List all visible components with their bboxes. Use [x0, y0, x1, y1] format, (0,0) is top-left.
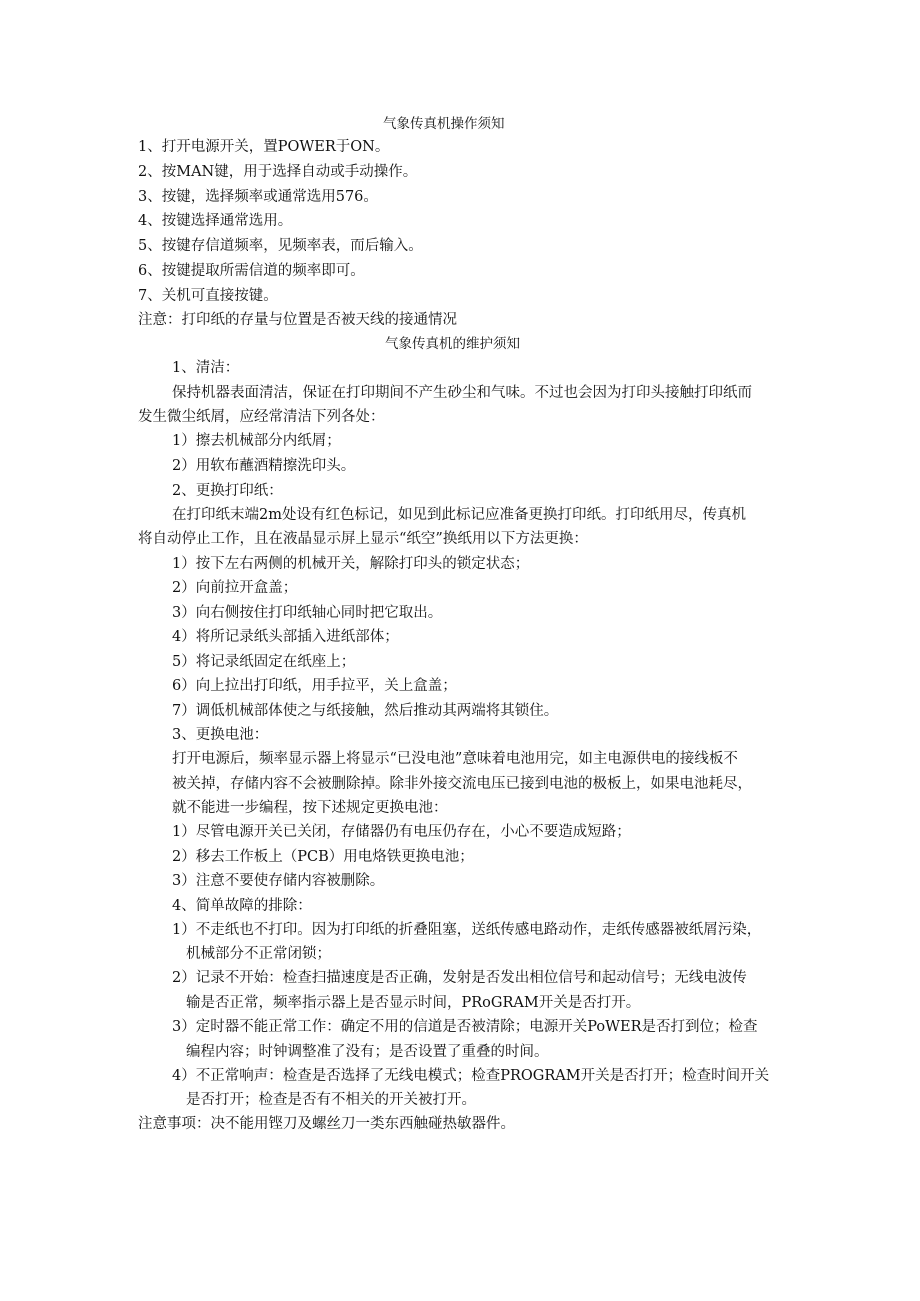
operation-step: 4、按键选择通常选用。 — [138, 213, 293, 229]
maintenance-line: 2、更换打印纸： — [172, 483, 283, 499]
maintenance-line: 2）向前拉开盒盖； — [172, 580, 298, 596]
maintenance-line: 4、简单故障的排除： — [172, 898, 312, 914]
maintenance-line: 4）不正常响声：检查是否选择了无线电模式；检查PROGRAM开关是否打开；检查时间开关 — [172, 1068, 770, 1084]
maintenance-line: 发生微尘纸屑，应经常清洁下列各处： — [138, 409, 385, 425]
maintenance-line: 3）定时器不能正常工作：确定不用的信道是否被清除；电源开关PoWER是否打到位；检查 — [172, 1019, 758, 1035]
maintenance-line: 就不能进一步编程，按下述规定更换电池： — [172, 800, 448, 816]
maintenance-line: 被关掉，存储内容不会被删除掉。除非外接交流电压已接到电池的极板上，如果电池耗尽， — [172, 776, 752, 792]
operation-step: 6、按键提取所需信道的频率即可。 — [138, 263, 365, 279]
maintenance-line: 将自动停止工作，且在液晶显示屏上显示“纸空”换纸用以下方法更换： — [138, 531, 588, 547]
maintenance-line: 在打印纸末端2m处设有红色标记，如见到此标记应准备更换打印纸。打印纸用尽，传真机 — [172, 507, 746, 523]
maintenance-line: 是否打开；检查是否有不相关的开关被打开。 — [186, 1092, 476, 1108]
maintenance-line: 7）调低机械部体使之与纸接触，然后推动其两端将其锁住。 — [172, 703, 559, 719]
maintenance-line: 编程内容；时钟调整准了没有；是否设置了重叠的时间。 — [186, 1044, 549, 1060]
maintenance-line: 6）向上拉出打印纸，用手拉平，关上盒盖； — [172, 678, 457, 694]
maintenance-line: 5）将记录纸固定在纸座上； — [172, 654, 356, 670]
maintenance-line: 1）擦去机械部分内纸屑； — [172, 433, 341, 449]
operation-step: 5、按键存信道频率，见频率表，而后输入。 — [138, 238, 423, 254]
maintenance-line: 机械部分不正常闭锁； — [186, 946, 331, 962]
operation-step: 3、按键，选择频率或通常选用576。 — [138, 189, 378, 205]
maintenance-line: 保持机器表面清洁，保证在打印期间不产生砂尘和气味。不过也会因为打印头接触打印纸而 — [172, 385, 752, 401]
maintenance-line: 1、清洁： — [172, 360, 240, 376]
maintenance-line: 3）注意不要使存储内容被删除。 — [172, 873, 385, 889]
operation-step: 7、关机可直接按键。 — [138, 288, 278, 304]
maintenance-line: 打开电源后，频率显示器上将显示“已没电池”意味着电池用完，如主电源供电的接线板不 — [172, 751, 738, 767]
maintenance-line: 3、更换电池： — [172, 727, 269, 743]
maintenance-title: 气象传真机的维护须知 — [385, 336, 520, 352]
maintenance-line: 1）按下左右两侧的机械开关，解除打印头的锁定状态； — [172, 556, 530, 572]
maintenance-line: 4）将所记录纸头部插入进纸部体； — [172, 629, 399, 645]
maintenance-line: 1）尽管电源开关已关闭，存储器仍有电压仍存在，小心不要造成短路； — [172, 824, 631, 840]
maintenance-line: 2）用软布蘸酒精擦洗印头。 — [172, 458, 356, 474]
final-note: 注意事项：决不能用铿刀及螺丝刀一类东西触碰热敏器件。 — [138, 1116, 515, 1132]
maintenance-line: 输是否正常，频率指示器上是否显示时间，PRoGRAM开关是否打开。 — [186, 995, 641, 1011]
maintenance-line: 2）记录不开始：检查扫描速度是否正确，发射是否发出相位信号和起动信号；无线电波传 — [172, 970, 747, 986]
maintenance-line: 1）不走纸也不打印。因为打印纸的折叠阻塞，送纸传感电路动作，走纸传感器被纸屑污染， — [172, 922, 762, 938]
operation-step: 1、打开电源开关，置POWER于ON。 — [138, 139, 390, 155]
operation-title: 气象传真机操作须知 — [383, 116, 505, 132]
operation-step: 2、按MAN键，用于选择自动或手动操作。 — [138, 164, 418, 180]
maintenance-line: 3）向右侧按住打印纸轴心同时把它取出。 — [172, 605, 443, 621]
maintenance-line: 2）移去工作板上（PCB）用电烙铁更换电池； — [172, 849, 474, 865]
operation-note: 注意：打印纸的存量与位置是否被天线的接通情况 — [138, 312, 457, 328]
